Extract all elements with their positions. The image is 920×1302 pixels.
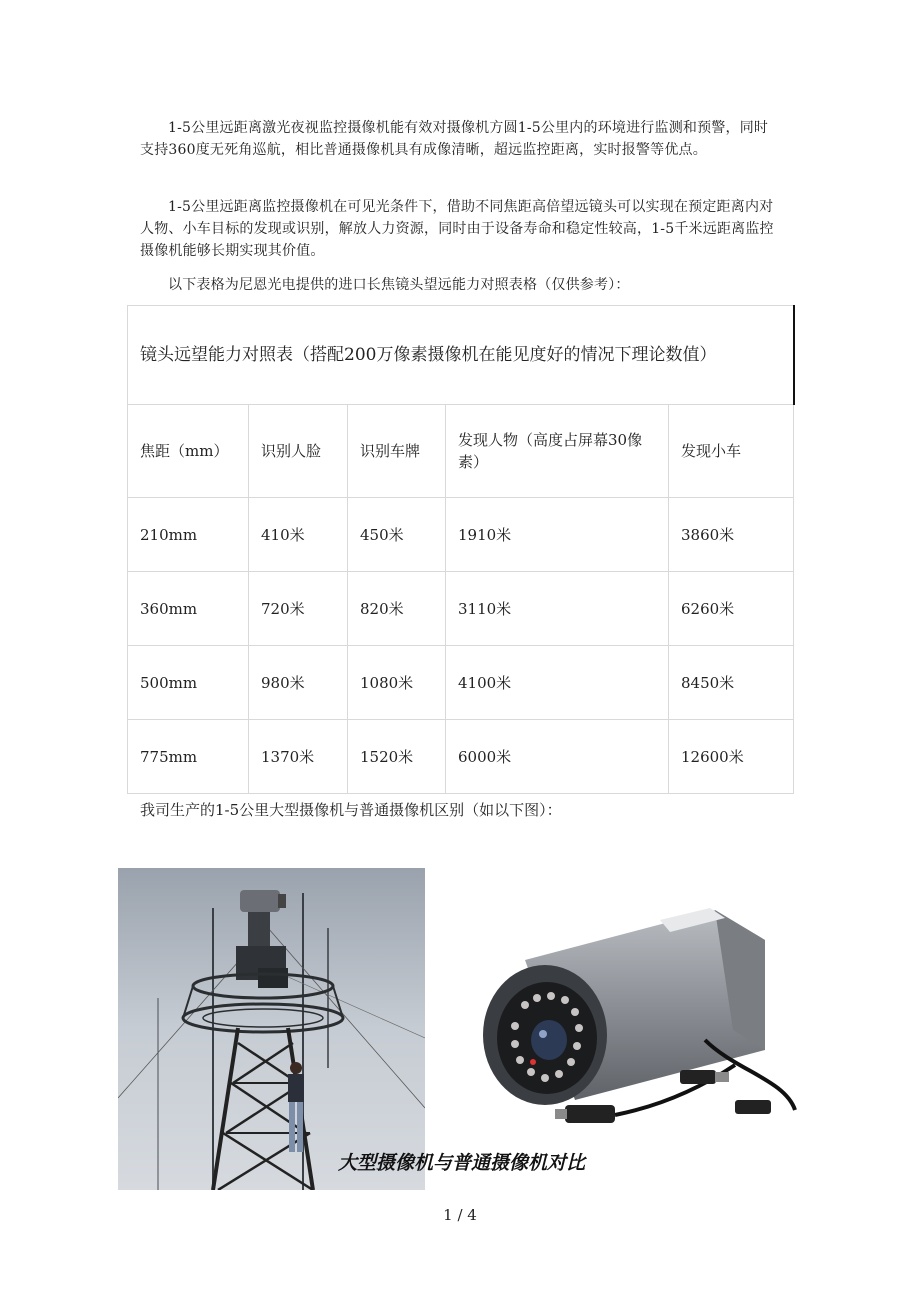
table-cell: 8450米: [669, 646, 794, 720]
table-header-cell: 发现人物（高度占屏幕30像素）: [446, 405, 669, 498]
table-cell: 3860米: [669, 498, 794, 572]
table-cell: 3110米: [446, 572, 669, 646]
tower-camera-illustration: [118, 868, 425, 1190]
page-number: 1 / 4: [443, 1206, 477, 1224]
table-cell: 500mm: [128, 646, 249, 720]
table-header-cell: 识别人脸: [249, 405, 348, 498]
bullet-camera-photo: [465, 900, 805, 1160]
intro-paragraph-1: 1-5公里远距离激光夜视监控摄像机能有效对摄像机方圆1-5公里内的环境进行监测和预警，同时支持360度无死角巡航，相比普通摄像机具有成像清晰，超远监控距离，实时报警等优点。: [140, 120, 769, 158]
figure-caption: 大型摄像机与普通摄像机对比: [338, 1152, 586, 1174]
table-cell: 820米: [348, 572, 446, 646]
table-title: 镜头远望能力对照表（搭配200万像素摄像机在能见度好的情况下理论数值）: [128, 306, 794, 405]
table-cell: 210mm: [128, 498, 249, 572]
table-cell: 12600米: [669, 720, 794, 794]
table-cell: 1080米: [348, 646, 446, 720]
table-header-cell: 焦距（mm）: [128, 405, 249, 498]
table-row: [128, 572, 794, 646]
table-cell: 410米: [249, 498, 348, 572]
table-row: [128, 498, 794, 572]
table-cell: 450米: [348, 498, 446, 572]
table-row: [128, 646, 794, 720]
table-cell: 1910米: [446, 498, 669, 572]
table-cell: 1520米: [348, 720, 446, 794]
table-cell: 775mm: [128, 720, 249, 794]
tower-camera-photo: [118, 868, 425, 1190]
table-cell: 1370米: [249, 720, 348, 794]
table-header-cell: 发现小车: [669, 405, 794, 498]
lens-comparison-table: [127, 305, 795, 794]
table-cell: 6000米: [446, 720, 669, 794]
table-cell: 6260米: [669, 572, 794, 646]
table-cell: 980米: [249, 646, 348, 720]
table-cell: 720米: [249, 572, 348, 646]
bullet-camera-illustration: [465, 900, 805, 1160]
intro-paragraph-2: 1-5公里远距离监控摄像机在可见光条件下，借助不同焦距高倍望远镜头可以实现在预定距离内对人物、小车目标的发现或识别，解放人力资源，同时由于设备寿命和稳定性较高，1-5千米远距离监控摄像机能够长期实现其价值。: [140, 199, 774, 259]
intro-paragraph-3: 以下表格为尼恩光电提供的进口长焦镜头望远能力对照表格（仅供参考）：: [168, 277, 630, 293]
table-row: [128, 720, 794, 794]
table-header-cell: 识别车牌: [348, 405, 446, 498]
table-cell: 360mm: [128, 572, 249, 646]
figure-intro-text: 我司生产的1-5公里大型摄像机与普通摄像机区别（如以下图）：: [140, 801, 562, 819]
table-cell: 4100米: [446, 646, 669, 720]
